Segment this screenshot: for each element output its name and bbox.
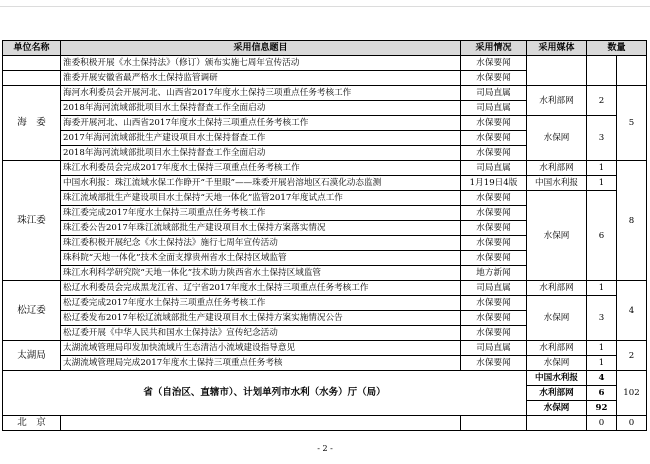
total-taihu: 2	[617, 341, 647, 371]
media-taihu-b: 水保网	[527, 356, 587, 371]
row-title: 太湖流域管理局印发加快流域片生态清洁小流域建设指导意见	[61, 341, 461, 356]
media-count-zhujiang-c: 6	[587, 191, 617, 281]
table-row	[3, 86, 647, 101]
media-zhujiang-c: 水保网	[527, 191, 587, 281]
summary-row	[3, 371, 647, 386]
media-zhujiang-a: 水利部网	[527, 161, 587, 176]
header-media: 采用媒体	[527, 41, 587, 56]
row-title: 松辽水利委员会完成黑龙江省、辽宁省2017年度水土保持三项重点任务考核工作	[61, 281, 461, 296]
header-row	[3, 41, 647, 56]
page-top-rule	[0, 6, 650, 7]
row-title: 2018年海河流域部批项目水土保持督查工作全面启动	[61, 101, 461, 116]
row-title: 2018年海河流域部批项目水土保持督查工作全面启动	[61, 146, 461, 161]
summary-media-1: 中国水利报	[527, 371, 587, 386]
table-row	[3, 116, 647, 131]
row-status: 水保要闻	[461, 311, 527, 326]
media-haiwei-b: 水保网	[527, 116, 587, 161]
summary-total: 102	[617, 371, 647, 416]
row-status: 水保要闻	[461, 206, 527, 221]
adoption-table	[2, 40, 647, 431]
row-title: 珠江水利科学研究院“天地一体化”技术助力陕西省水土保持区域监管	[61, 266, 461, 281]
header-unit: 单位名称	[3, 41, 61, 56]
row-status: 水保要闻	[461, 191, 527, 206]
header-title: 采用信息题目	[61, 41, 461, 56]
row-status: 司局直属	[461, 86, 527, 101]
row-status: 司局直属	[461, 161, 527, 176]
row-status: 司局直属	[461, 341, 527, 356]
media-count-taihu-b: 1	[587, 356, 617, 371]
row-title: 淮委开展安徽省最严格水土保持监管调研	[61, 71, 461, 86]
row-status: 地方新闻	[461, 266, 527, 281]
row-title: 2017年海河流域部批生产建设项目水土保持督查工作	[61, 131, 461, 146]
row-status: 水保要闻	[461, 326, 527, 341]
unit-beijing: 北 京	[3, 416, 61, 431]
row-status: 水保要闻	[461, 296, 527, 311]
row-title: 珠江委积极开展纪念《水土保持法》施行七周年宣传活动	[61, 236, 461, 251]
media-count-cell-continued	[587, 56, 617, 86]
media-count-beijing: 0	[587, 416, 617, 431]
row-status: 司局直属	[461, 101, 527, 116]
media-haiwei-a: 水利部网	[527, 86, 587, 116]
summary-count-1: 4	[587, 371, 617, 386]
row-media-empty	[527, 416, 587, 431]
table-row	[3, 416, 647, 431]
row-status: 水保要闻	[461, 251, 527, 266]
table-row	[3, 161, 647, 176]
row-title: 珠科院“天地一体化”技术全面支撑贵州省水土保持区域监管	[61, 251, 461, 266]
row-title: 珠江委公告2017年珠江流域部批生产建设项目水土保持方案落实情况	[61, 221, 461, 236]
row-status: 水保要闻	[461, 221, 527, 236]
media-count-taihu-a: 1	[587, 341, 617, 356]
header-count: 数量	[587, 41, 647, 56]
total-beijing: 0	[617, 416, 647, 431]
row-status: 司局直属	[461, 281, 527, 296]
row-title: 珠江流域部批生产建设项目水土保持“天地一体化”监管2017年度试点工作	[61, 191, 461, 206]
row-title-empty	[61, 416, 461, 431]
media-taihu-a: 水利部网	[527, 341, 587, 356]
table-row	[3, 356, 647, 371]
unit-total-cell-continued	[617, 56, 647, 86]
total-zhujiang: 8	[617, 161, 647, 281]
media-count-haiwei-b: 3	[587, 116, 617, 161]
summary-media-2: 水利部网	[527, 386, 587, 401]
total-songliao: 4	[617, 281, 647, 341]
media-count-songliao-b: 3	[587, 296, 617, 341]
row-status: 水保要闻	[461, 356, 527, 371]
media-count-zhujiang-a: 1	[587, 161, 617, 176]
row-status: 水保要闻	[461, 71, 527, 86]
row-title: 海委开展河北、山西省2017年度水土保持三项重点任务考核工作	[61, 116, 461, 131]
summary-count-2: 6	[587, 386, 617, 401]
summary-label: 省（自治区、直辖市）、计划单列市水利（水务）厅（局）	[3, 371, 527, 416]
page-number: - 2 -	[317, 444, 333, 453]
media-count-haiwei-a: 2	[587, 86, 617, 116]
media-zhujiang-b: 中国水利报	[527, 176, 587, 191]
total-haiwei: 5	[617, 86, 647, 161]
row-title: 松辽委开展《中华人民共和国水土保持法》宣传纪念活动	[61, 326, 461, 341]
media-count-songliao-a: 1	[587, 281, 617, 296]
row-title: 松辽委完成2017年度水土保持三项重点任务考核工作	[61, 296, 461, 311]
table-row	[3, 56, 647, 71]
unit-haiwei: 海 委	[3, 86, 61, 161]
media-songliao-b: 水保网	[527, 296, 587, 341]
row-title: 海河水利委员会开展河北、山西省2017年度水土保持三项重点任务考核工作	[61, 86, 461, 101]
row-status: 1月19日4版	[461, 176, 527, 191]
table-row	[3, 341, 647, 356]
row-title: 太湖流域管理局完成2017年度水土保持三项重点任务考核	[61, 356, 461, 371]
unit-songliao: 松辽委	[3, 281, 61, 341]
row-title: 珠江委完成2017年度水土保持三项重点任务考核工作	[61, 206, 461, 221]
row-status: 水保要闻	[461, 131, 527, 146]
table-row	[3, 191, 647, 206]
row-title: 珠江水利委员会完成2017年度水土保持三项重点任务考核工作	[61, 161, 461, 176]
row-status-empty	[461, 416, 527, 431]
table-row	[3, 296, 647, 311]
row-status: 水保要闻	[461, 116, 527, 131]
table-row	[3, 281, 647, 296]
unit-cell-continued	[3, 56, 61, 71]
unit-cell-continued	[3, 71, 61, 86]
unit-zhujiang: 珠江委	[3, 161, 61, 281]
table-row	[3, 176, 647, 191]
media-songliao-a: 水利部网	[527, 281, 587, 296]
row-title: 中国水利报：珠江流域水保工作睁开“千里眼”——珠委开展岩溶地区石漠化动态监测	[61, 176, 461, 191]
row-status: 水保要闻	[461, 236, 527, 251]
media-count-zhujiang-b: 1	[587, 176, 617, 191]
row-status: 水保要闻	[461, 56, 527, 71]
unit-taihu: 太湖局	[3, 341, 61, 371]
header-status: 采用情况	[461, 41, 527, 56]
row-status: 水保要闻	[461, 146, 527, 161]
media-cell-continued	[527, 56, 587, 86]
summary-media-3: 水保网	[527, 401, 587, 416]
summary-count-3: 92	[587, 401, 617, 416]
row-title: 淮委积极开展《水土保持法》（修订）颁布实施七周年宣传活动	[61, 56, 461, 71]
row-title: 松辽委发布2017年松辽流域部批生产建设项目水土保持方案实施情况公告	[61, 311, 461, 326]
